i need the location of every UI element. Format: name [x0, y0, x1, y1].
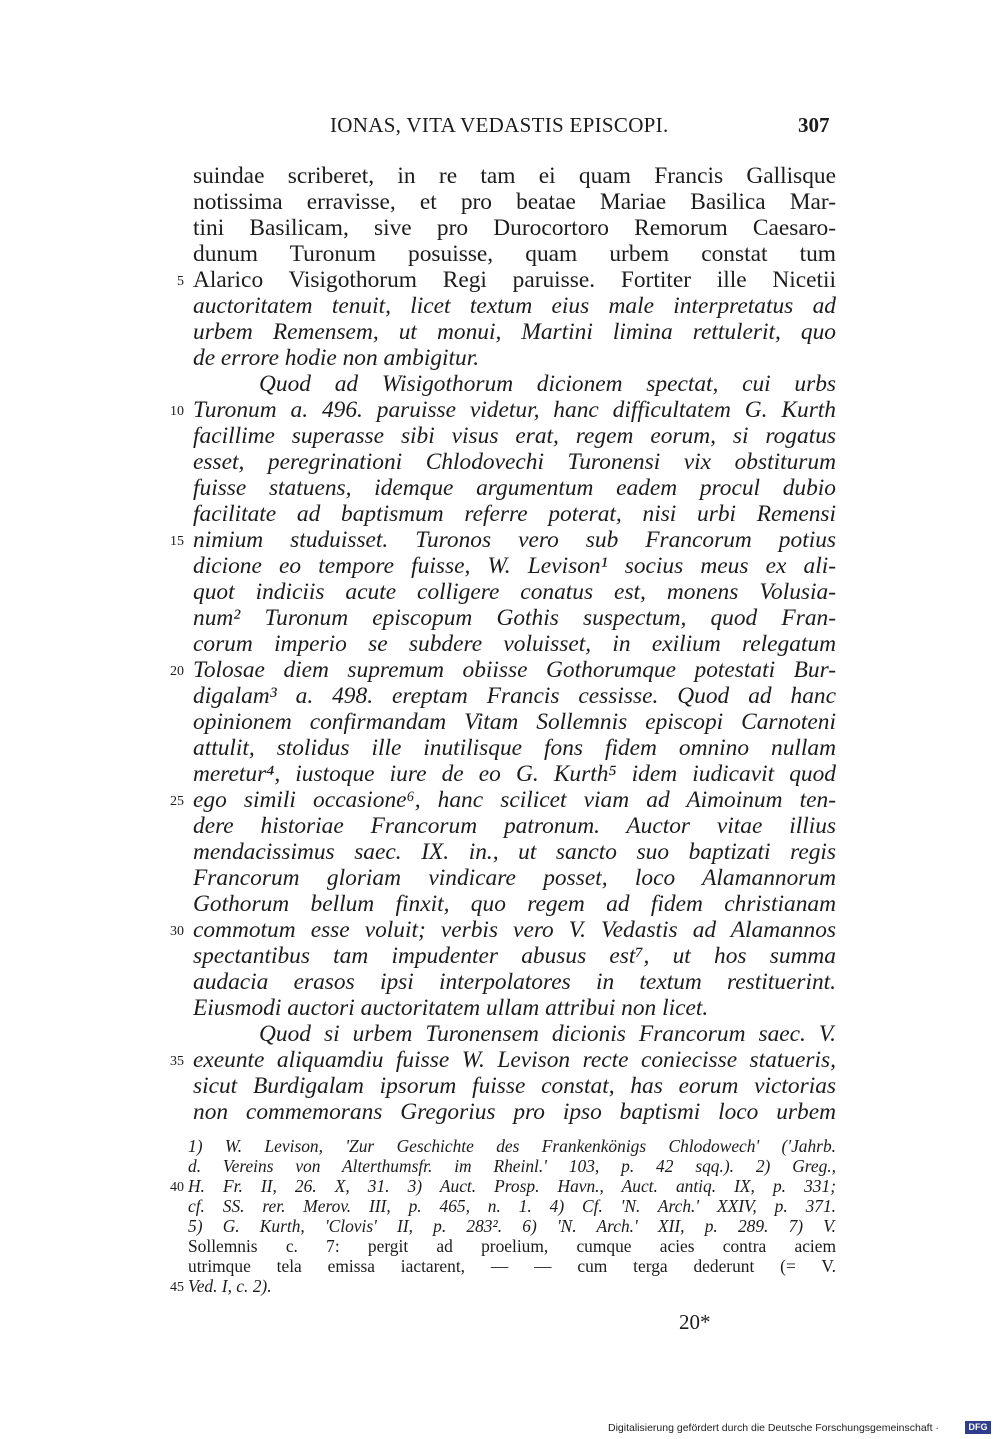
text-line: quot indiciis acute colligere conatus est, monens Volusia- [193, 579, 836, 605]
text-line: Quod ad Wisigothorum dicionem spectat, cui urbs [259, 371, 836, 397]
text-line: nimium studuisset. Turonos vero sub Francorum potius [193, 527, 836, 553]
line-number: 30 [170, 924, 184, 939]
text-line: commotum esse voluit; verbis vero V. Vedastis ad Alamannos [193, 917, 836, 943]
text-line: facilitate ad baptismum referre poterat, nisi urbi Remensi [193, 501, 836, 527]
text-line: tini Basilicam, sive pro Durocortoro Remorum Caesaro- [193, 215, 836, 241]
line-number: 25 [170, 794, 184, 809]
line-number: 45 [170, 1280, 184, 1295]
footnote-line: d. Vereins von Alterthumsfr. im Rheinl.' 103, p. 42 sqq.). 2) Greg., [188, 1156, 836, 1176]
text-line: dunum Turonum posuisse, quam urbem constat tum [193, 241, 836, 267]
text-line: num² Turonum episcopum Gothis suspectum, quod Fran- [193, 605, 836, 631]
line-number: 15 [170, 534, 184, 549]
text-line: opinionem confirmandam Vitam Sollemnis episcopi Carnoteni [193, 709, 836, 735]
text-line: dicione eo tempore fuisse, W. Levison¹ socius meus ex ali- [193, 553, 836, 579]
footnote-line: utrimque tela emissa iactarent, — — cum terga dederunt (= V. [188, 1256, 836, 1276]
text-line: Alarico Visigothorum Regi paruisse. Fortiter ille Nicetii [193, 267, 836, 293]
text-line: attulit, stolidus ille inutilisque fons fidem omnino nullam [193, 735, 836, 761]
text-line: auctoritatem tenuit, licet textum eius male interpretatus ad [193, 293, 836, 319]
text-line: corum imperio se subdere voluisset, in exilium relegatum [193, 631, 836, 657]
line-number: 5 [177, 274, 184, 289]
dfg-logo-icon: DFG [965, 1421, 991, 1434]
footnote-line: 5) G. Kurth, 'Clovis' II, p. 283². 6) 'N. Arch.' XII, p. 289. 7) V. [188, 1216, 836, 1236]
text-line: Turonum a. 496. paruisse videtur, hanc difficultatem G. Kurth [193, 397, 836, 423]
text-line: Eiusmodi auctori auctoritatem ullam attribui non licet. [193, 995, 709, 1021]
text-line: digalam³ a. 498. ereptam Francis cessisse. Quod ad hanc [193, 683, 836, 709]
text-line: mendacissimus saec. IX. in., ut sancto suo baptizati regis [193, 839, 836, 865]
text-line: non commemorans Gregorius pro ipso baptismi loco urbem [193, 1099, 836, 1125]
line-number: 10 [170, 404, 184, 419]
text-line: dere historiae Francorum patronum. Auctor vitae illius [193, 813, 836, 839]
text-line: exeunte aliquamdiu fuisse W. Levison recte coniecisse statueris, [193, 1047, 836, 1073]
text-line: facillime superasse sibi visus erat, regem eorum, si rogatus [193, 423, 836, 449]
line-number: 40 [170, 1180, 184, 1195]
text-line: suindae scriberet, in re tam ei quam Francis Gallisque [193, 163, 836, 189]
line-number: 20 [170, 664, 184, 679]
text-line: esset, peregrinationi Chlodovechi Turonensi vix obstiturum [193, 449, 836, 475]
line-number: 35 [170, 1054, 184, 1069]
text-line: de errore hodie non ambigitur. [193, 345, 480, 371]
digitization-credit: Digitalisierung gefördert durch die Deutsche Forschungsgemeinschaft · [608, 1422, 939, 1434]
footnote-line: 1) W. Levison, 'Zur Geschichte des Frankenkönigs Chlodowech' ('Jahrb. [188, 1136, 836, 1156]
running-title: IONAS, VITA VEDASTIS EPISCOPI. [330, 113, 669, 137]
footnote-line: Ved. I, c. 2). [188, 1276, 272, 1296]
text-line: Gothorum bellum finxit, quo regem ad fidem christianam [193, 891, 836, 917]
text-line: sicut Burdigalam ipsorum fuisse constat, has eorum victorias [193, 1073, 836, 1099]
footnote-line: cf. SS. rer. Merov. III, p. 465, n. 1. 4) Cf. 'N. Arch.' XXIV, p. 371. [188, 1196, 836, 1216]
footnote-line: Sollemnis c. 7: pergit ad proelium, cumque acies contra aciem [188, 1236, 836, 1256]
text-line: meretur⁴, iustoque iure de eo G. Kurth⁵ idem iudicavit quod [193, 761, 836, 787]
text-line: audacia erasos ipsi interpolatores in textum restituerint. [193, 969, 836, 995]
text-line: fuisse statuens, idemque argumentum eadem procul dubio [193, 475, 836, 501]
text-line: Quod si urbem Turonensem dicionis Francorum saec. V. [259, 1021, 836, 1047]
footnote-line: H. Fr. II, 26. X, 31. 3) Auct. Prosp. Havn., Auct. antiq. IX, p. 331; [188, 1176, 836, 1196]
text-line: Francorum gloriam vindicare posset, loco Alamannorum [193, 865, 836, 891]
text-line: Tolosae diem supremum obiisse Gothorumque potestati Bur- [193, 657, 836, 683]
text-line: ego simili occasione⁶, hanc scilicet viam ad Aimoinum ten- [193, 787, 836, 813]
text-line: spectantibus tam impudenter abusus est⁷, ut hos summa [193, 943, 836, 969]
signature-mark: 20* [679, 1310, 711, 1334]
page-number: 307 [798, 113, 830, 137]
text-line: notissima erravisse, et pro beatae Mariae Basilica Mar- [193, 189, 836, 215]
text-line: urbem Remensem, ut monui, Martini limina rettulerit, quo [193, 319, 836, 345]
